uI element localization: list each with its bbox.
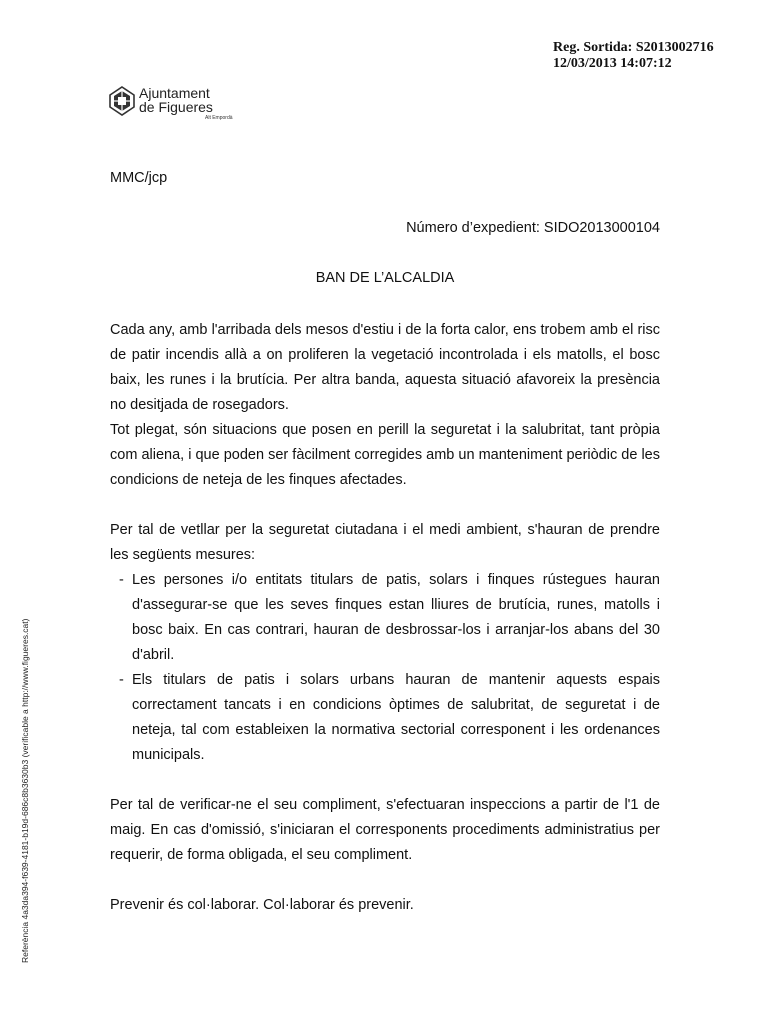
registry-number: Reg. Sortida: S2013002716 (553, 40, 714, 55)
registry-datetime: 12/03/2013 14:07:12 (553, 56, 672, 71)
document-reference: MMC/jcp (110, 170, 168, 186)
paragraph-risks: Tot plegat, són situacions que posen en perill la seguretat i la salubritat, tant pròpia com aliena, i que poden ser fàcilment corregides amb un manteniment periòdic de les condicions de neteja de les finques afectades. (110, 422, 660, 488)
paragraph-inspections: Per tal de verificar-ne el seu compliment, s'efectuaran inspeccions a partir de l'1 de maig. En cas d'omissió, s'iniciaran el corresponents procediments administratius per requerir, de forma obligada, el seu compliment. (110, 797, 660, 863)
measures-list (110, 568, 660, 768)
verification-reference: Referència 4a3da394-f639-4181-b19d-686c8b3630b3 (verificable a http://www.figueres.cat) (20, 618, 30, 963)
paragraph-measures-intro: Per tal de vetllar per la seguretat ciutadana i el medi ambient, s'hauran de prendre les següents mesures: (110, 522, 660, 563)
council-name-line2: de Figueres (139, 99, 213, 115)
council-emblem-icon (109, 86, 135, 116)
paragraph-intro: Cada any, amb l'arribada dels mesos d'estiu i de la forta calor, ens trobem amb el risc de patir incendis allà a on proliferen la vegetació incontrolada i els matolls, el bosc baix, les runes i la brutícia. Per altra banda, aquesta situació afavoreix la presència no desitjada de rosegadors. (110, 322, 660, 413)
measure-text: Les persones i/o entitats titulars de patis, solars i finques rústegues hauran d'assegurar-se que les seves finques estan lliures de brutícia, runes, matolls i bosc baix. En cas contrari, hauran de desbrossar-los i arranjar-los abans del 30 d'abril. (132, 572, 660, 663)
list-bullet: - (119, 572, 124, 588)
expedient-number: Número d’expedient: SIDO2013000104 (406, 220, 660, 236)
council-name-line1: Ajuntament (139, 85, 210, 101)
document-title: BAN DE L’ALCALDIA (315, 270, 455, 286)
registry-stamp (553, 40, 714, 72)
city-council-logo (109, 86, 249, 126)
measure-item (110, 668, 660, 768)
council-region: Alt Empordà (205, 115, 233, 121)
council-name (139, 86, 213, 114)
list-bullet: - (119, 672, 124, 688)
measure-item (110, 568, 660, 668)
measure-text: Els titulars de patis i solars urbans hauran de mantenir aquests espais correctament tancats i en condicions òptimes de salubritat, de seguretat i de neteja, tal com estableixen la normativa sectorial corresponent i les ordenances municipals. (132, 672, 660, 763)
document-body (110, 318, 660, 918)
paragraph-motto: Prevenir és col·laborar. Col·laborar és prevenir. (110, 897, 414, 913)
